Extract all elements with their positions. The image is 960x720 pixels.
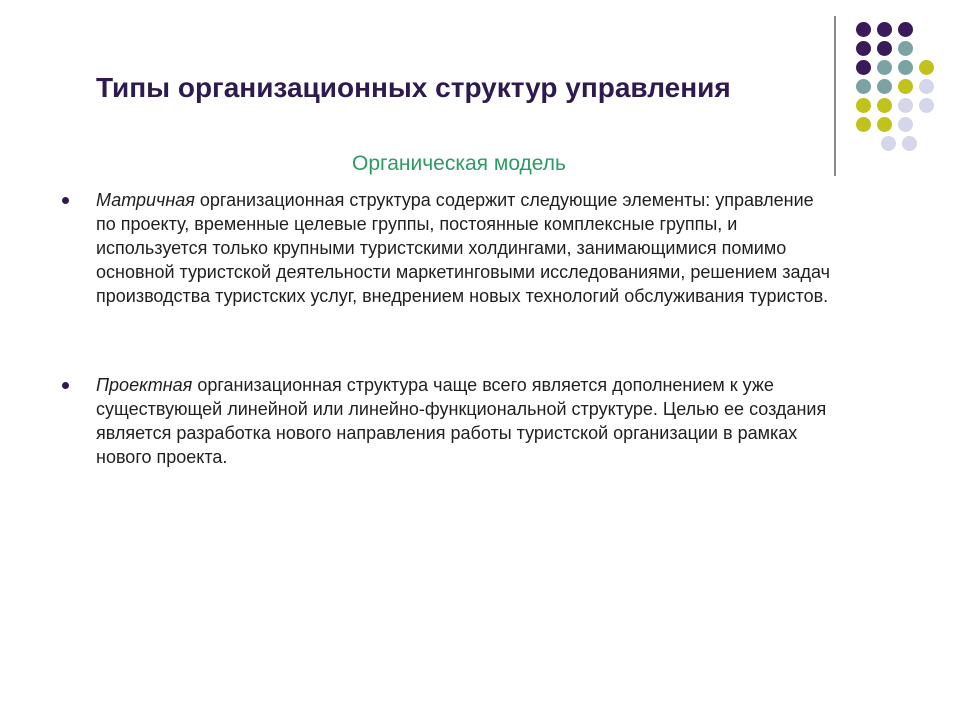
slide-subtitle: Органическая модель — [352, 152, 566, 175]
decorative-dot — [881, 136, 896, 151]
decorative-dot — [877, 98, 892, 113]
decorative-dot — [856, 117, 871, 132]
decorative-dot — [877, 60, 892, 75]
decorative-dot — [919, 60, 934, 75]
slide-title: Типы организационных структур управления — [96, 72, 731, 103]
decorative-dot — [856, 79, 871, 94]
bullet-text: организационная структура чаще всего является дополнением к уже существующей линейной или линейно-функциональной структуре. Целью ее создания является разработка нового направления работы туристской организации в рамках нового проекта. — [96, 375, 827, 467]
decorative-dot — [898, 98, 913, 113]
decorative-dot — [856, 41, 871, 56]
decorative-dot — [898, 79, 913, 94]
decorative-dot — [877, 79, 892, 94]
bullet-marker — [62, 197, 69, 204]
bullet-text: организационная структура содержит следующие элементы: управление по проекту, временные целевые группы, постоянные комплексные группы, и используется только крупными туристскими холдингами, занимающимися помимо основной туристской деятельности маркетинговыми исследованиями, решением задач производства туристских услуг, внедрением новых технологий обслуживания туристов. — [96, 190, 830, 306]
decorative-dot — [898, 22, 913, 37]
decorative-dot — [856, 60, 871, 75]
bullet-item-matrix — [96, 188, 836, 308]
decorative-dot — [898, 60, 913, 75]
decorative-dot — [877, 22, 892, 37]
decorative-dot — [919, 79, 934, 94]
bullet-keyword: Матричная — [96, 190, 195, 210]
bullet-item-project — [96, 373, 836, 469]
decorative-dot — [856, 98, 871, 113]
decorative-dot — [877, 41, 892, 56]
decorative-dot — [877, 117, 892, 132]
decorative-dot — [902, 136, 917, 151]
bullet-marker — [62, 382, 69, 389]
decorative-dot — [919, 98, 934, 113]
decorative-dot — [898, 41, 913, 56]
decorative-dot — [856, 22, 871, 37]
decorative-dot — [898, 117, 913, 132]
bullet-keyword: Проектная — [96, 375, 193, 395]
